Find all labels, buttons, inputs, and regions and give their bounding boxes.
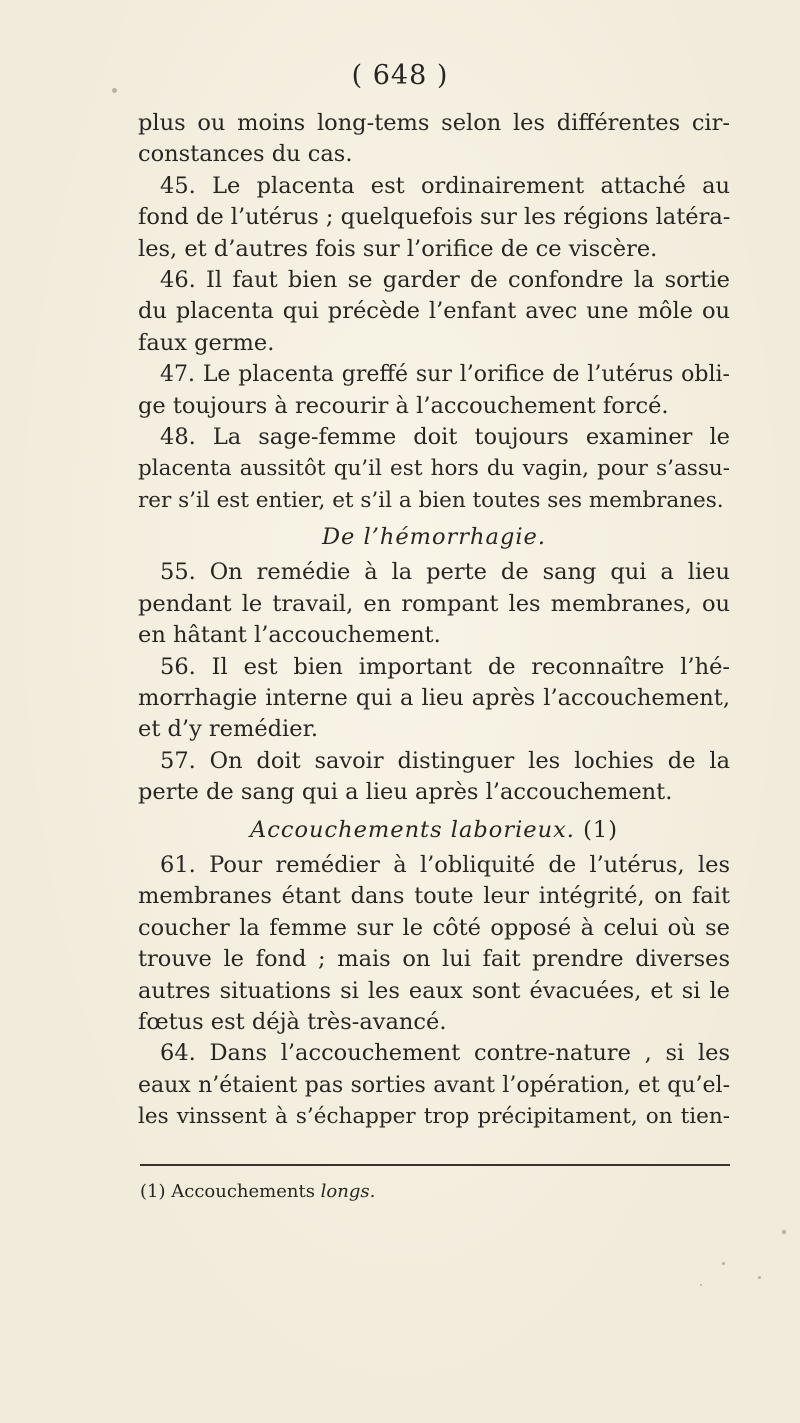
text-line: du placenta qui précède l’enfant avec une môle ou [138,298,730,325]
text-line: autres situations si les eaux sont évacuées, et si le [138,977,730,1004]
page-number: ( 648 ) [351,60,449,91]
text-line: 55. On remédie à la perte de sang qui a lieu [160,559,730,586]
body-text [138,108,730,1133]
text-line: fond de l’utérus ; quelquefois sur les régions latéra- [138,204,731,231]
section-accouchements [138,850,730,1133]
text-line: 47. Le placenta greffé sur l’orifice de l’utérus obli- [160,362,730,388]
footnote-text: Accouchements [171,1181,315,1202]
text-line: fœtus est déjà très-avancé. [138,1008,447,1035]
footnote-rule [140,1164,730,1166]
text-line: trouve le fond ; mais on lui fait prendre diverses [138,946,730,973]
text-line: eaux n’étaient pas sorties avant l’opération, et qu’el- [138,1072,730,1098]
text-line: coucher la femme sur le côté opposé à celui où se [138,914,730,941]
text-line: placenta aussitôt qu’il est hors du vagin, pour s’assu- [138,456,730,482]
text-line: 46. Il faut bien se garder de confondre la sortie [160,266,730,293]
text-line: constances du cas. [138,141,353,168]
section-hemorrhagie [138,557,730,808]
paper-speck [722,1262,725,1265]
text-line: en hâtant l’accouchement. [138,622,441,649]
text-line: les, et d’autres fois sur l’orifice de ce viscère. [138,235,658,262]
heading-title: Accouchements laborieux. [250,816,575,843]
text-line: 45. Le placenta est ordinairement attaché au [160,172,730,199]
paper-speck [700,1284,702,1286]
text-line: plus ou moins long-tems selon les différentes cir- [138,110,730,136]
text-line: 61. Pour remédier à l’obliquité de l’utérus, les [160,851,730,878]
paper-speck [112,88,117,93]
text-line: membranes étant dans toute leur intégrité, on fait [138,883,730,910]
text-line: perte de sang qui a lieu après l’accouchement. [138,779,673,806]
text-line: 57. On doit savoir distinguer les lochies de la [160,747,730,774]
text-line: 48. La sage-femme doit toujours examiner le [160,423,730,450]
section-placenta [138,108,730,516]
text-line: les vinssent à s’échapper trop précipitament, on tien- [138,1104,730,1130]
text-line: rer s’il est entier, et s’il a bien toutes ses membranes. [138,487,724,513]
footnote-marker: (1) [140,1181,166,1202]
section-heading-accouchements [138,815,730,846]
text-line: et d’y remédier. [138,716,318,743]
text-line: 56. Il est bien important de reconnaître l’hé- [160,653,730,680]
section-heading-hemorrhagie: De l’hémorrhagie. [321,524,547,551]
footnote [140,1180,375,1204]
text-line: 64. Dans l’accouchement contre-nature , si les [160,1040,730,1067]
footnote-italic: longs. [320,1181,376,1202]
text-line: faux germe. [138,329,275,356]
paper-speck [758,1276,761,1279]
text-line: ge toujours à recourir à l’accouchement forcé. [138,392,669,419]
footnote-reference: (1) [583,816,618,843]
text-line: morrhagie interne qui a lieu après l’accouchement, [138,685,730,712]
text-line: pendant le travail, en rompant les membranes, ou [138,590,730,617]
paper-speck [782,1230,786,1234]
